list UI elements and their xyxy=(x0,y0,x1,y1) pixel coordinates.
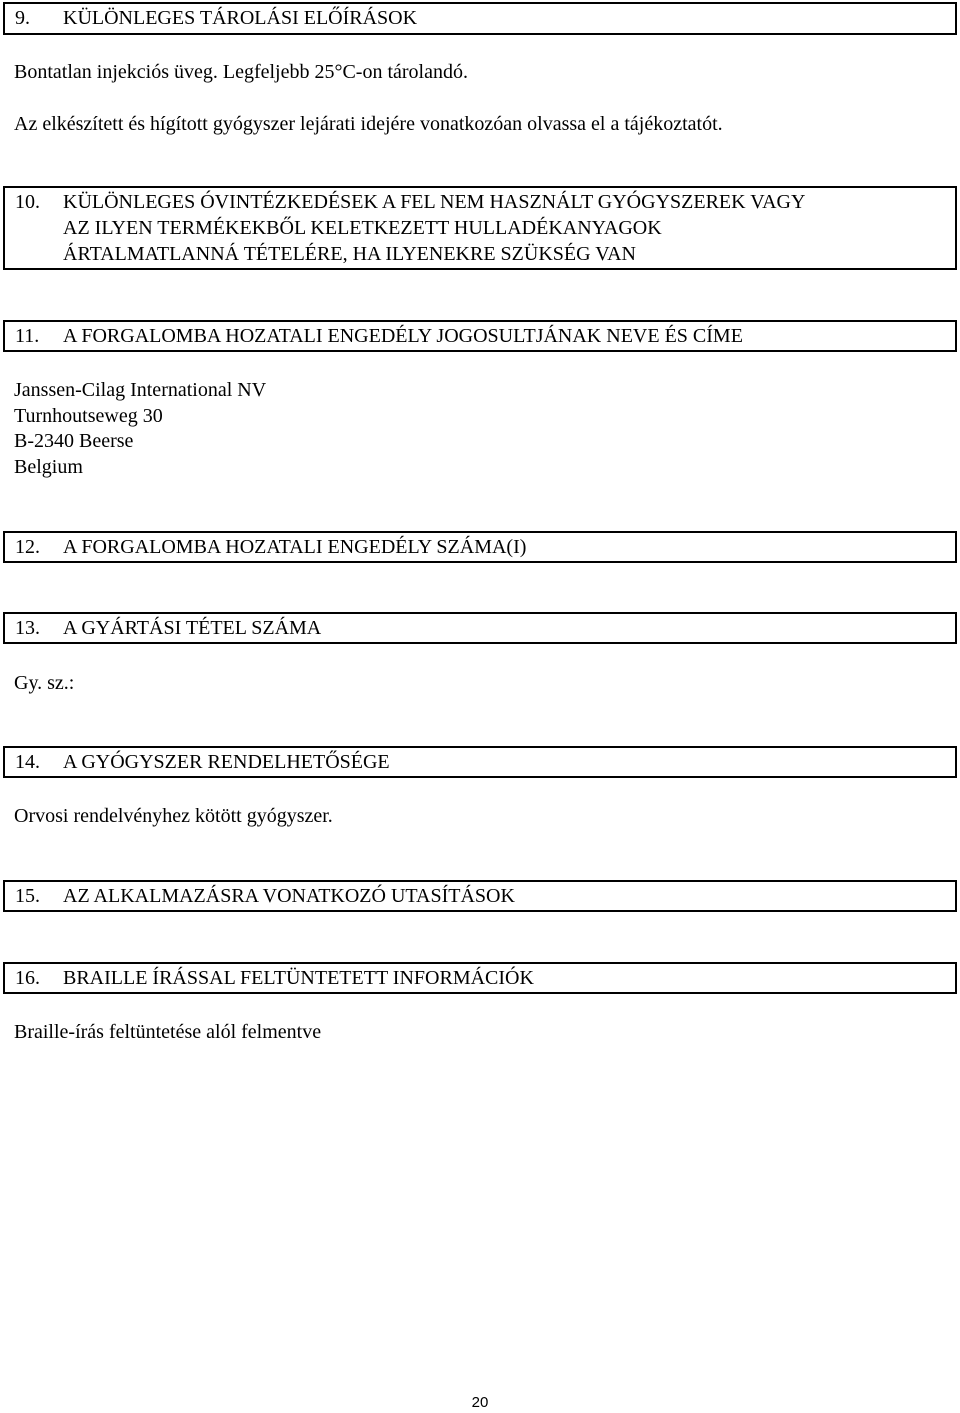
section-title-line: AZ ILYEN TERMÉKEKBŐL KELETKEZETT HULLADÉKANYAGOK xyxy=(63,217,662,239)
section-number: 12. xyxy=(15,536,40,558)
body-line: Braille-írás feltüntetése alól felmentve xyxy=(14,1021,322,1043)
section-16-body xyxy=(14,1020,321,1046)
body-line: Bontatlan injekciós üveg. Legfeljebb 25°C-on tárolandó. xyxy=(14,61,468,83)
body-line: Janssen-Cilag International NV xyxy=(14,379,267,401)
section-11-header xyxy=(3,320,957,352)
section-title xyxy=(63,323,955,349)
section-9-body xyxy=(14,60,468,86)
section-title xyxy=(63,883,955,909)
section-title xyxy=(63,534,955,560)
section-number: 11. xyxy=(15,325,40,347)
section-number: 16. xyxy=(15,967,40,989)
section-14-header xyxy=(3,746,957,778)
section-14-body xyxy=(14,804,333,830)
body-line: B-2340 Beerse xyxy=(14,430,134,452)
section-15-header xyxy=(3,880,957,912)
section-title-line: ÁRTALMATLANNÁ TÉTELÉRE, HA ILYENEKRE SZÜKSÉG VAN xyxy=(63,243,636,265)
section-title xyxy=(63,5,955,31)
section-title-line: AZ ALKALMAZÁSRA VONATKOZÓ UTASÍTÁSOK xyxy=(63,885,515,907)
page-number: 20 xyxy=(471,1394,489,1411)
body-line: Az elkészített és hígított gyógyszer lejárati idejére vonatkozóan olvassa el a tájékoztatót. xyxy=(14,113,723,135)
body-line: Turnhoutseweg 30 xyxy=(14,404,163,427)
section-11-body xyxy=(14,378,266,480)
section-title-line: A GYÓGYSZER RENDELHETŐSÉGE xyxy=(63,751,390,773)
section-title-line: BRAILLE ÍRÁSSAL FELTÜNTETETT INFORMÁCIÓK xyxy=(63,967,534,989)
section-number: 10. xyxy=(15,191,40,213)
section-13-body xyxy=(14,671,74,697)
section-10-header xyxy=(3,186,957,270)
section-title-line: A GYÁRTÁSI TÉTEL SZÁMA xyxy=(63,617,322,639)
section-12-header xyxy=(3,531,957,563)
section-number: 13. xyxy=(15,617,40,639)
section-13-header xyxy=(3,612,957,644)
body-line: Gy. sz.: xyxy=(14,672,75,694)
section-title-line: KÜLÖNLEGES TÁROLÁSI ELŐÍRÁSOK xyxy=(63,7,418,29)
section-9-body-2 xyxy=(14,112,723,138)
section-title-line: A FORGALOMBA HOZATALI ENGEDÉLY JOGOSULTJÁNAK NEVE ÉS CÍME xyxy=(63,325,743,347)
section-title xyxy=(63,965,955,991)
section-16-header xyxy=(3,962,957,994)
section-number: 9. xyxy=(15,7,30,29)
section-number: 14. xyxy=(15,751,40,773)
section-number: 15. xyxy=(15,885,40,907)
section-9-header xyxy=(3,2,957,35)
section-title xyxy=(63,749,955,775)
section-title-line: A FORGALOMBA HOZATALI ENGEDÉLY SZÁMA(I) xyxy=(63,536,527,558)
body-line: Belgium xyxy=(14,455,83,478)
section-title xyxy=(63,189,955,267)
section-title-line: KÜLÖNLEGES ÓVINTÉZKEDÉSEK A FEL NEM HASZNÁLT GYÓGYSZEREK VAGY xyxy=(63,191,806,213)
section-title xyxy=(63,615,955,641)
body-line: Orvosi rendelvényhez kötött gyógyszer. xyxy=(14,805,333,827)
